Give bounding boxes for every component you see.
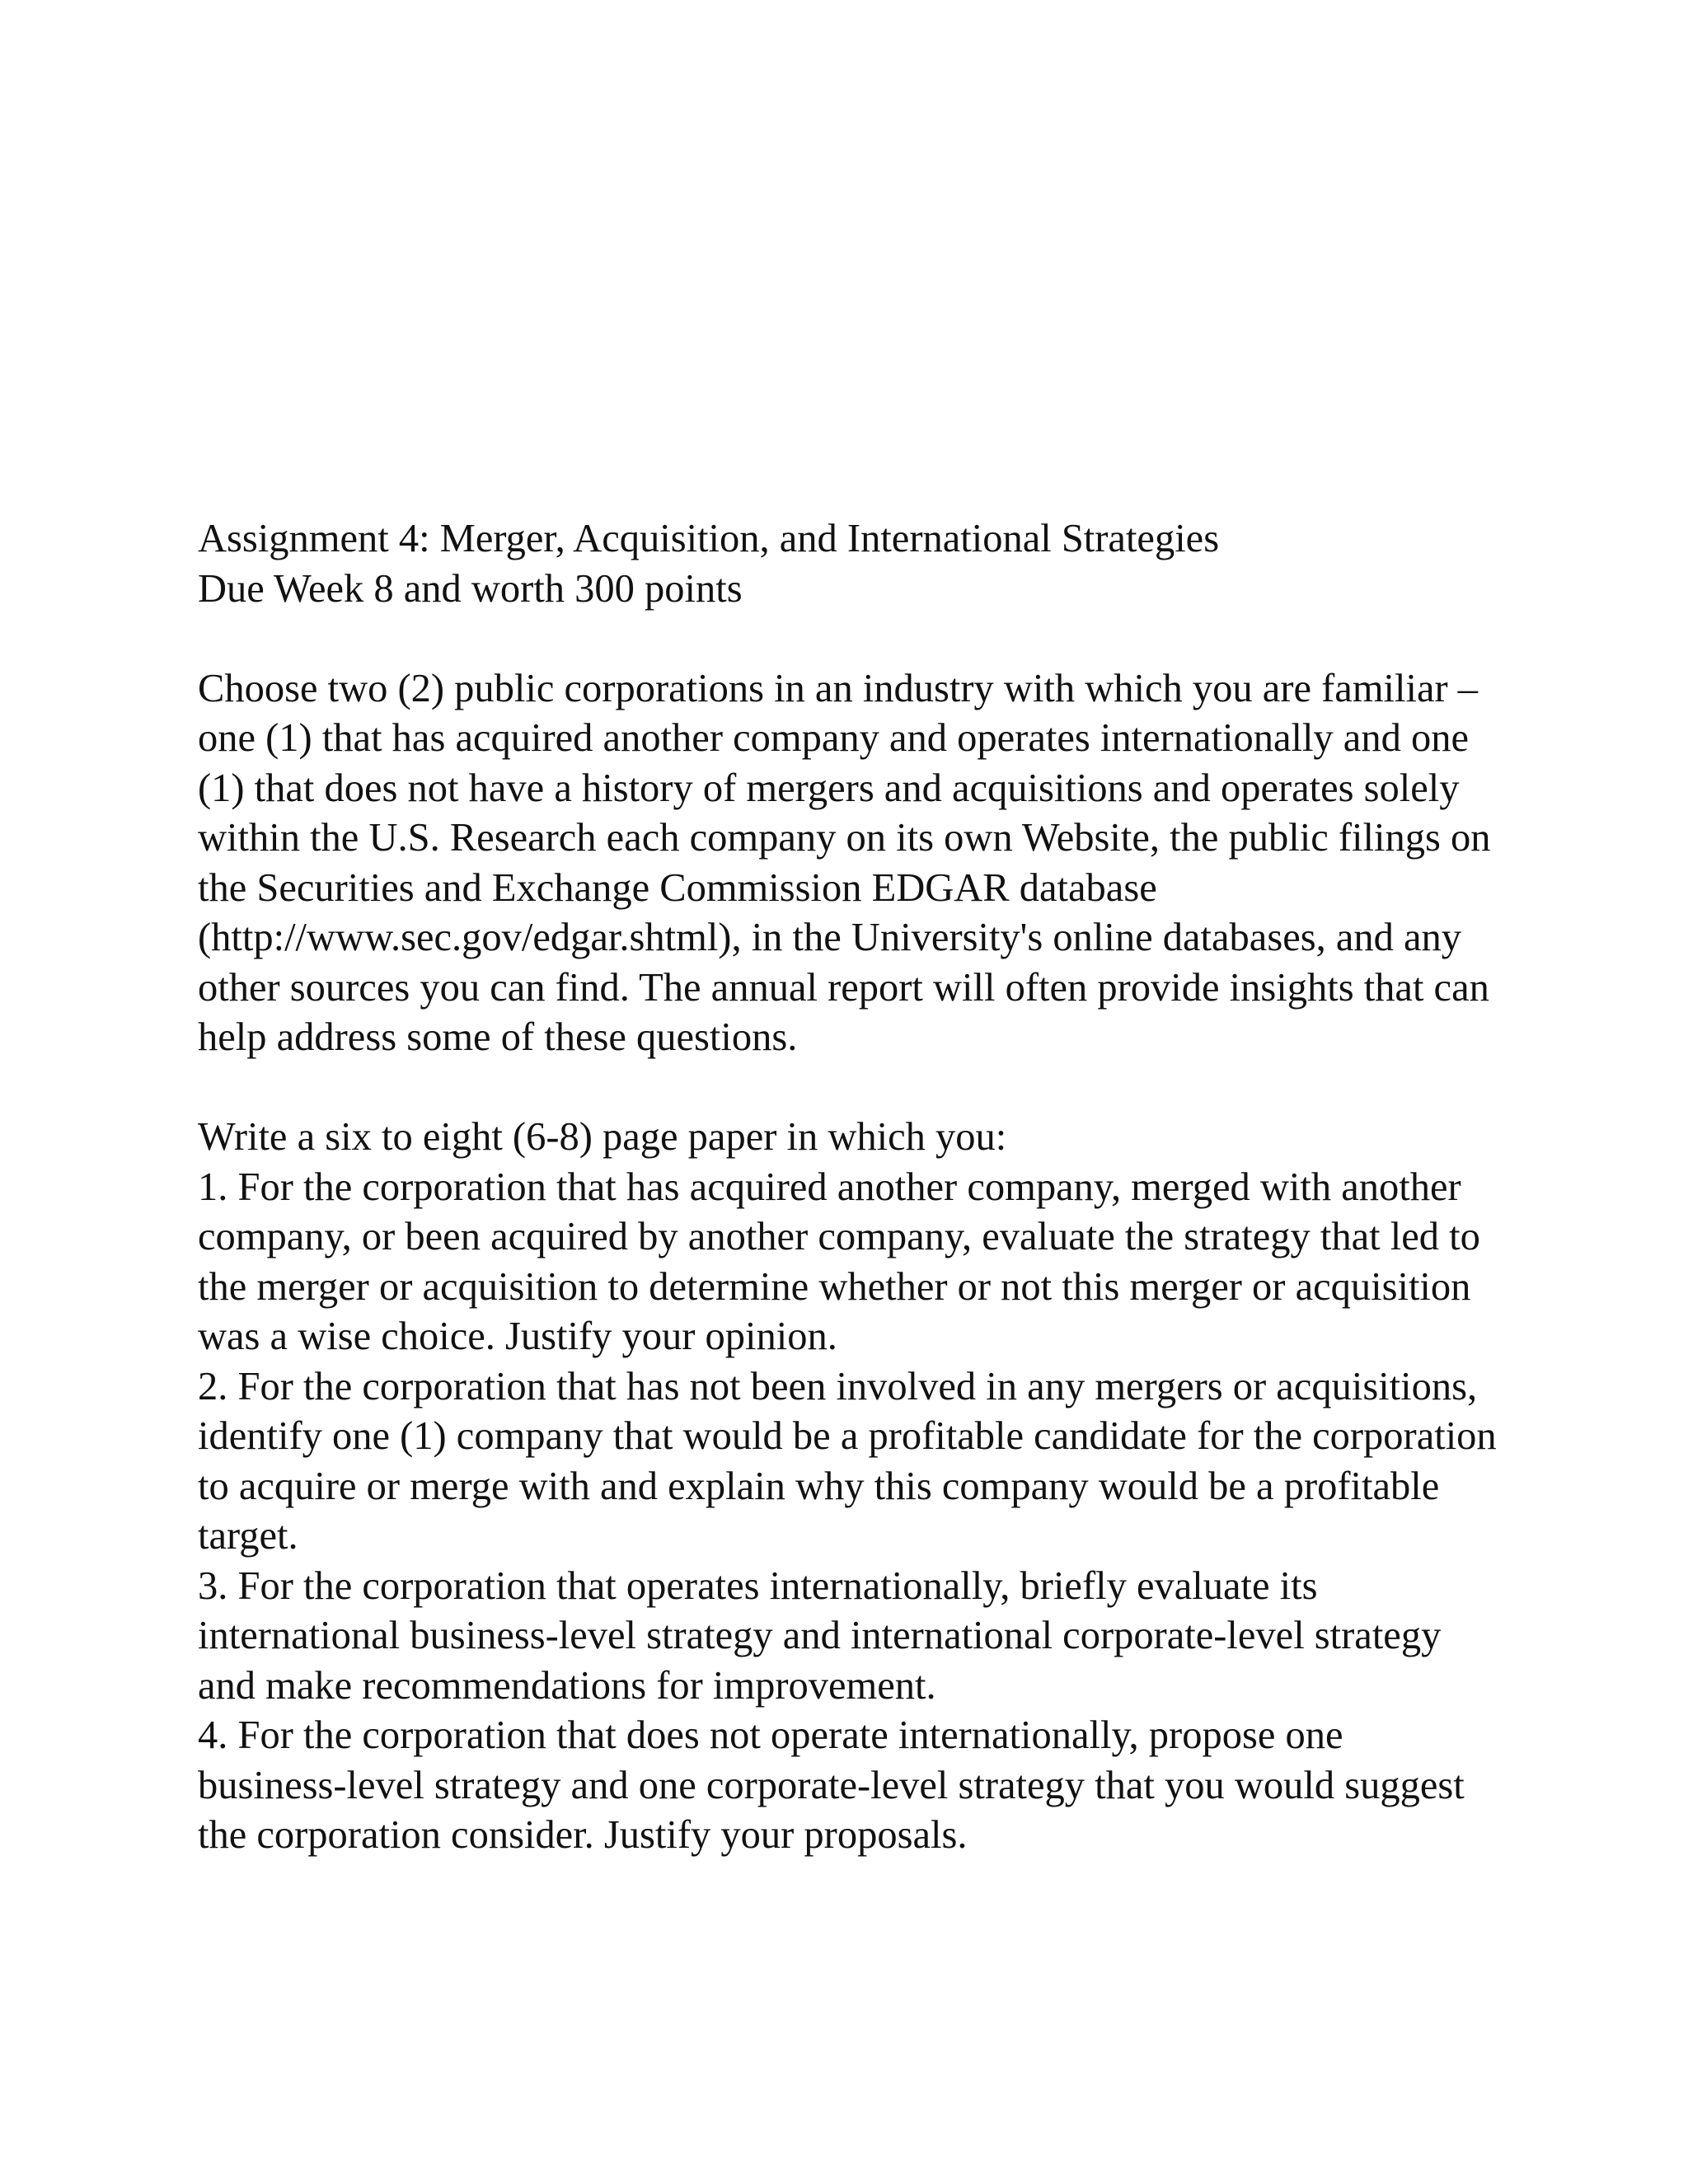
paragraph-gap <box>198 1063 1500 1113</box>
list-item-3: 3. For the corporation that operates internationally, briefly evaluate its international business-level strategy and international corporate-level strategy and make recommendations for improvement. <box>198 1563 1442 1708</box>
paragraph-gap <box>198 614 1500 664</box>
list-item-2: 2. For the corporation that has not been involved in any mergers or acquisitions, identify one (1) company that would be a profitable candidate for the corporation to acquire or merge with and explain why this company would be a profitable target. <box>198 1364 1497 1558</box>
instructions-lead: Write a six to eight (6-8) page paper in which you: <box>198 1115 1007 1159</box>
intro-paragraph: Choose two (2) public corporations in an industry with which you are familiar – one (1) that has acquired another company and operates internationally and one (1) that does not have a history of mergers and acquisitions and operates solely within the U.S. Research each company on its own Website, the public filings on the Securities and Exchange Commission EDGAR database (http://www.sec.gov/edgar.shtml), in the University's online databases, and any other sources you can find. The annual report will often provide insights that can help address some of these questions. <box>198 666 1491 1059</box>
list-item-4: 4. For the corporation that does not operate internationally, propose one business-level strategy and one corporate-level strategy that you would suggest the corporation consider. Justify your proposals. <box>198 1713 1465 1857</box>
assignment-title: Assignment 4: Merger, Acquisition, and International Strategies <box>198 517 1220 560</box>
due-line: Due Week 8 and worth 300 points <box>198 566 743 611</box>
document-body <box>198 514 1500 1861</box>
list-item-1: 1. For the corporation that has acquired another company, merged with another company, or been acquired by another company, evaluate the strategy that led to the merger or acquisition to determine whether or not this merger or acquisition was a wise choice. Justify your opinion. <box>198 1165 1480 1358</box>
